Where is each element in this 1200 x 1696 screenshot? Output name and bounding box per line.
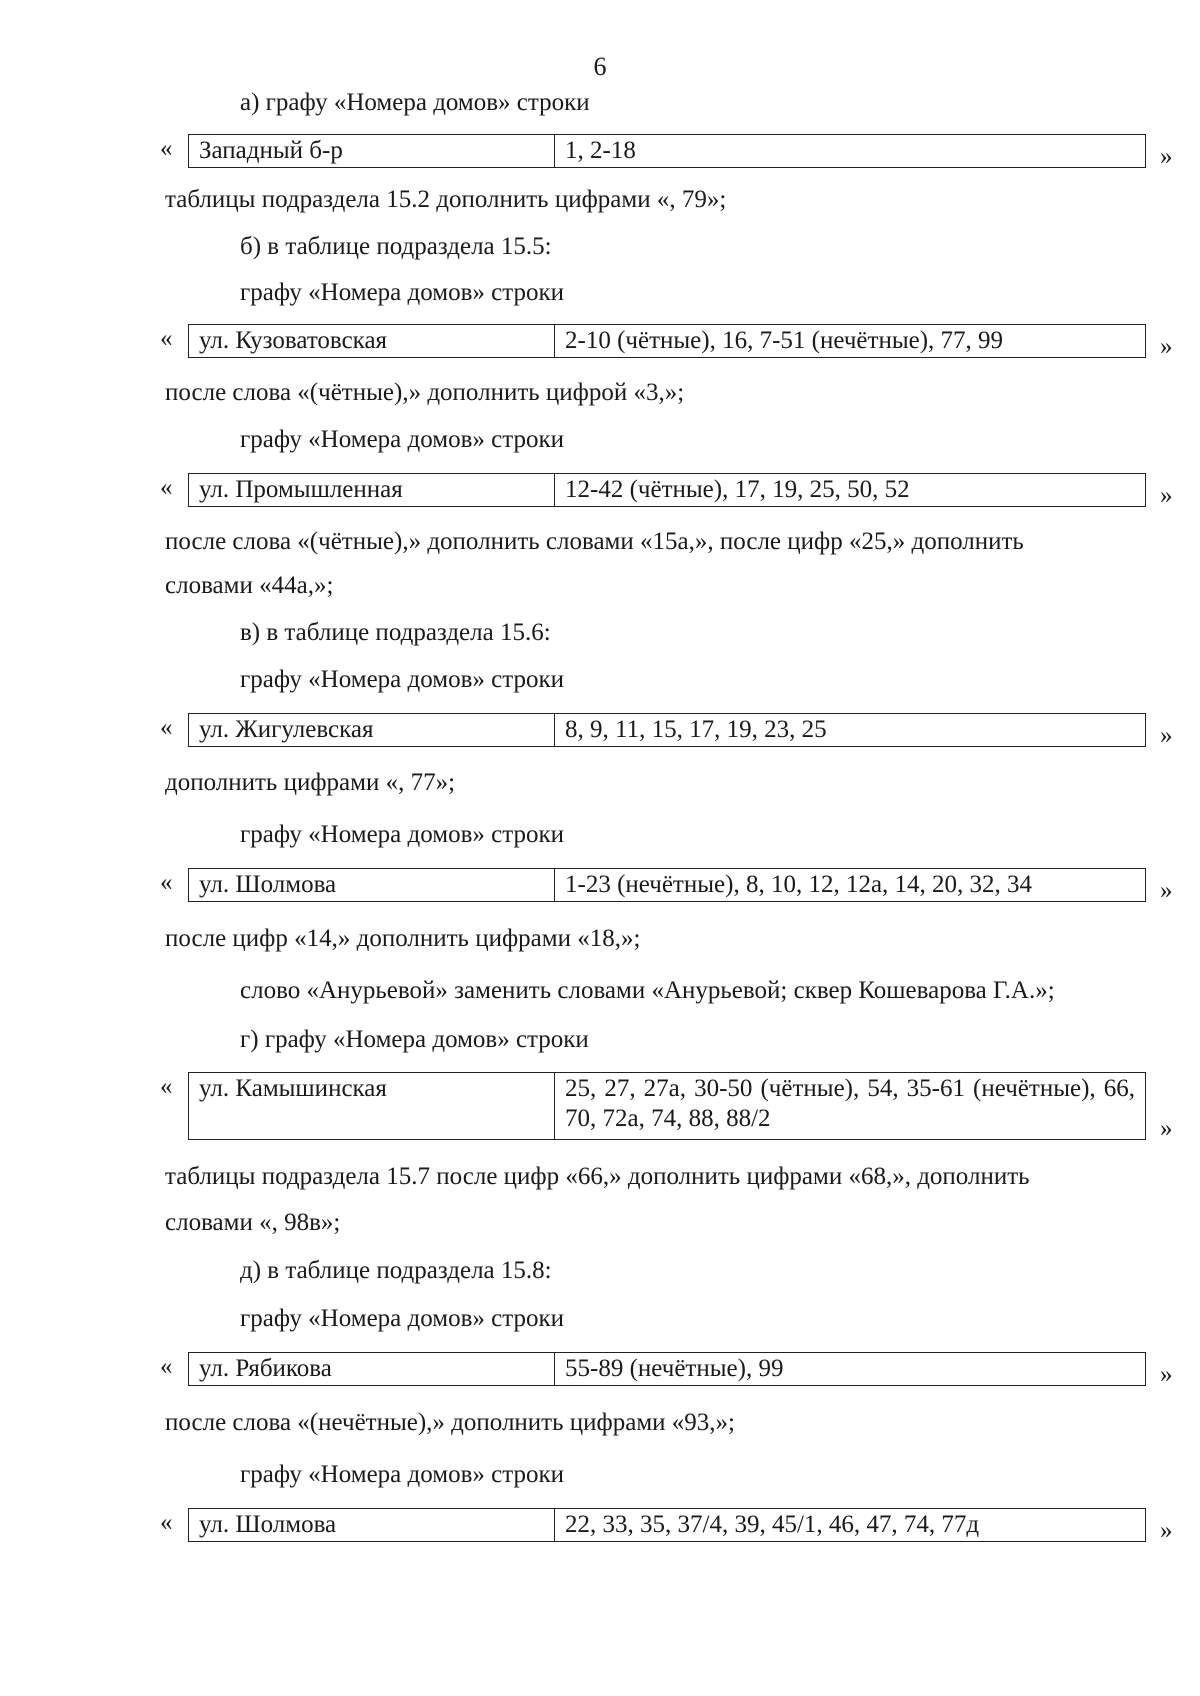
street-cell: ул. Кузоватовская: [189, 325, 555, 357]
paragraph: г) графу «Номера домов» строки: [240, 1026, 589, 1053]
paragraph: таблицы подраздела 15.2 дополнить цифрами «, 79»;: [165, 186, 727, 213]
houses-cell: 1, 2-18: [565, 137, 636, 164]
paragraph: б) в таблице подраздела 15.5:: [240, 233, 552, 260]
street-cell: ул. Промышленная: [189, 474, 555, 506]
street-cell: ул. Шолмова: [189, 1509, 555, 1541]
paragraph: а) графу «Номера домов» строки: [240, 89, 590, 116]
quote-close: »: [1160, 722, 1173, 749]
paragraph: после слова «(нечётные),» дополнить цифрами «93,»;: [165, 1409, 735, 1436]
houses-cell: 12-42 (чётные), 17, 19, 25, 50, 52: [565, 476, 910, 503]
houses-cell: 8, 9, 11, 15, 17, 19, 23, 25: [565, 716, 827, 743]
paragraph: в) в таблице подраздела 15.6:: [240, 619, 551, 646]
street-cell: ул. Жигулевская: [189, 714, 555, 746]
table-row: [188, 134, 1146, 168]
page-number: 6: [593, 52, 607, 81]
quote-close: »: [1160, 877, 1173, 904]
paragraph: графу «Номера домов» строки: [240, 666, 564, 693]
street-cell: ул. Рябикова: [189, 1353, 555, 1385]
quote-open: «: [160, 1353, 173, 1380]
quote-open: «: [160, 1509, 173, 1536]
houses-cell: 2-10 (чётные), 16, 7-51 (нечётные), 77, 99: [565, 327, 1004, 354]
paragraph: д) в таблице подраздела 15.8:: [240, 1257, 552, 1284]
houses-cell: 22, 33, 35, 37/4, 39, 45/1, 46, 47, 74, 77д: [565, 1511, 980, 1538]
paragraph: после цифр «14,» дополнить цифрами «18,»;: [165, 925, 641, 952]
paragraph: графу «Номера домов» строки: [240, 279, 564, 306]
quote-open: «: [160, 474, 173, 501]
paragraph: дополнить цифрами «, 77»;: [165, 769, 456, 796]
paragraph: слово «Анурьевой» заменить словами «Анурьевой; сквер Кошеварова Г.А.»;: [240, 977, 1055, 1004]
quote-close: »: [1160, 333, 1173, 360]
paragraph: графу «Номера домов» строки: [240, 821, 564, 848]
quote-close: »: [1160, 1517, 1173, 1544]
quote-open: «: [160, 325, 173, 352]
houses-cell: 55-89 (нечётные), 99: [565, 1355, 784, 1382]
table-row: [188, 1352, 1146, 1386]
street-cell: Западный б-р: [189, 135, 555, 167]
quote-close: »: [1160, 1115, 1173, 1142]
houses-cell: 1-23 (нечётные), 8, 10, 12, 12а, 14, 20, 32, 34: [565, 871, 1033, 898]
quote-open: «: [160, 1073, 173, 1100]
paragraph: словами «44а,»;: [165, 572, 334, 599]
quote-open: «: [160, 869, 173, 896]
street-cell: ул. Камышинская: [189, 1073, 555, 1139]
paragraph: после слова «(чётные),» дополнить словами «15а,», после цифр «25,» дополнить: [165, 528, 1024, 555]
table-row: [188, 473, 1146, 507]
street-cell: ул. Шолмова: [189, 869, 555, 901]
quote-close: »: [1160, 482, 1173, 509]
quote-open: «: [160, 135, 173, 162]
table-row: [188, 1072, 1146, 1140]
table-row: [188, 713, 1146, 747]
paragraph: словами «, 98в»;: [165, 1209, 341, 1236]
paragraph: графу «Номера домов» строки: [240, 426, 564, 453]
houses-cell: 25, 27, 27а, 30-50 (чётные), 54, 35-61 (нечётные), 66, 70, 72а, 74, 88, 88/2: [565, 1075, 1135, 1132]
paragraph: графу «Номера домов» строки: [240, 1461, 564, 1488]
quote-close: »: [1160, 143, 1173, 170]
table-row: [188, 868, 1146, 902]
quote-close: »: [1160, 1361, 1173, 1388]
table-row: [188, 324, 1146, 358]
quote-open: «: [160, 714, 173, 741]
paragraph: после слова «(чётные),» дополнить цифрой «3,»;: [165, 379, 685, 406]
paragraph: таблицы подраздела 15.7 после цифр «66,» дополнить цифрами «68,», дополнить: [165, 1163, 1030, 1190]
table-row: [188, 1508, 1146, 1542]
paragraph: графу «Номера домов» строки: [240, 1305, 564, 1332]
